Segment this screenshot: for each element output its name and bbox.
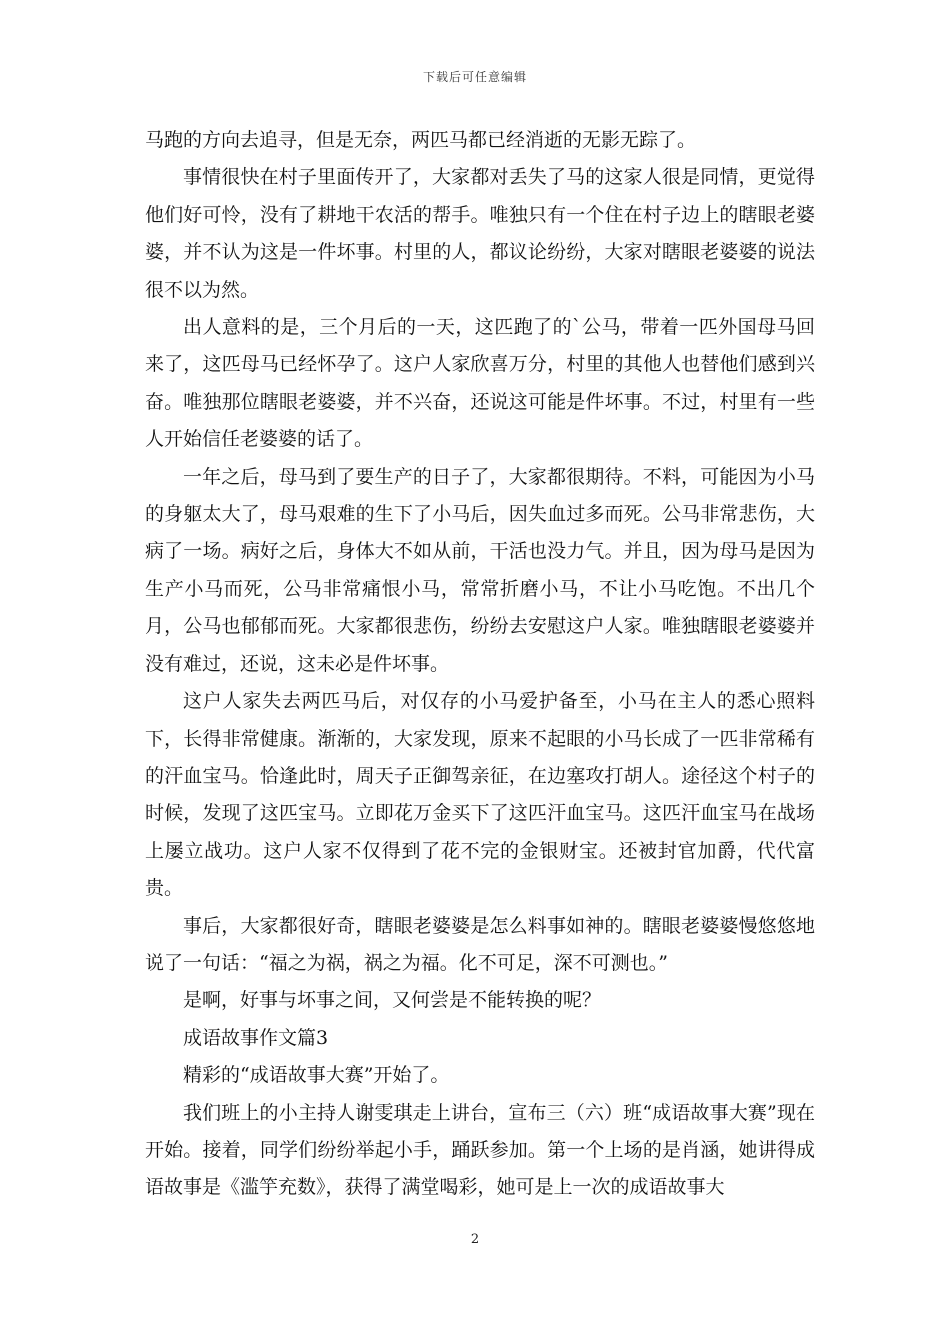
paragraph: 是啊，好事与坏事之间，又何尝是不能转换的呢？ — [183, 989, 602, 1012]
paragraph: 我们班上的小主持人谢雯琪走上讲台，宣布三（六）班“成语故事大赛”现在开始。接着，同学们纷纷举起小手，踊跃参加。第一个上场的是肖涵，她讲得成语故事是《滥竽充数》，获得了满堂喝彩，她可是上一次的成语故事大 — [145, 1101, 815, 1199]
page-header: 下载后可任意编辑 — [422, 70, 527, 84]
page-number: 2 — [470, 1232, 480, 1247]
paragraph: 出人意料的是，三个月后的一天，这匹跑了的`公马，带着一匹外国母马回来了，这匹母马已经怀孕了。这户人家欣喜万分，村里的其他人也替他们感到兴奋。唯独那位瞎眼老婆婆，并不兴奋，还说这可能是件坏事。不过，村里有一些人开始信任老婆婆的话了。 — [145, 316, 815, 451]
paragraph: 一年之后，母马到了要生产的日子了，大家都很期待。不料，可能因为小马的身躯太大了，母马艰难的生下了小马后，因失血过多而死。公马非常悲伤，大病了一场。病好之后，身体大不如从前，干活也没力气。并且，因为母马是因为生产小马而死，公马非常痛恨小马，常常折磨小马，不让小马吃饱。不出几个月，公马也郁郁而死。大家都很悲伤，纷纷去安慰这户人家。唯独瞎眼老婆婆并没有难过，还说，这未必是件坏事。 — [145, 465, 815, 675]
paragraph: 事情很快在村子里面传开了，大家都对丢失了马的这家人很是同情，更觉得他们好可怜，没有了耕地干农活的帮手。唯独只有一个住在村子边上的瞎眼老婆婆，并不认为这是一件坏事。村里的人，都议论纷纷，大家对瞎眼老婆婆的说法很不以为然。 — [145, 166, 815, 301]
document-body — [145, 122, 815, 1207]
paragraph: 精彩的“成语故事大赛”开始了。 — [183, 1064, 450, 1087]
paragraph: 马跑的方向去追寻，但是无奈，两匹马都已经消逝的无影无踪了。 — [145, 129, 697, 151]
paragraph: 事后，大家都很好奇，瞎眼老婆婆是怎么料事如神的。瞎眼老婆婆慢悠悠地说了一句话：“福之为祸，祸之为福。化不可足，深不可测也。” — [145, 914, 815, 974]
paragraph: 这户人家失去两匹马后，对仅存的小马爱护备至，小马在主人的悉心照料下，长得非常健康。渐渐的，大家发现，原来不起眼的小马长成了一匹非常稀有的汗血宝马。恰逢此时，周天子正御驾亲征，在边塞攻打胡人。途径这个村子的时候，发现了这匹宝马。立即花万金买下了这匹汗血宝马。这匹汗血宝马在战场上屡立战功。这户人家不仅得到了花不完的金银财宝。还被封官加爵，代代富贵。 — [145, 690, 815, 900]
section-heading: 成语故事作文篇3 — [183, 1026, 329, 1049]
